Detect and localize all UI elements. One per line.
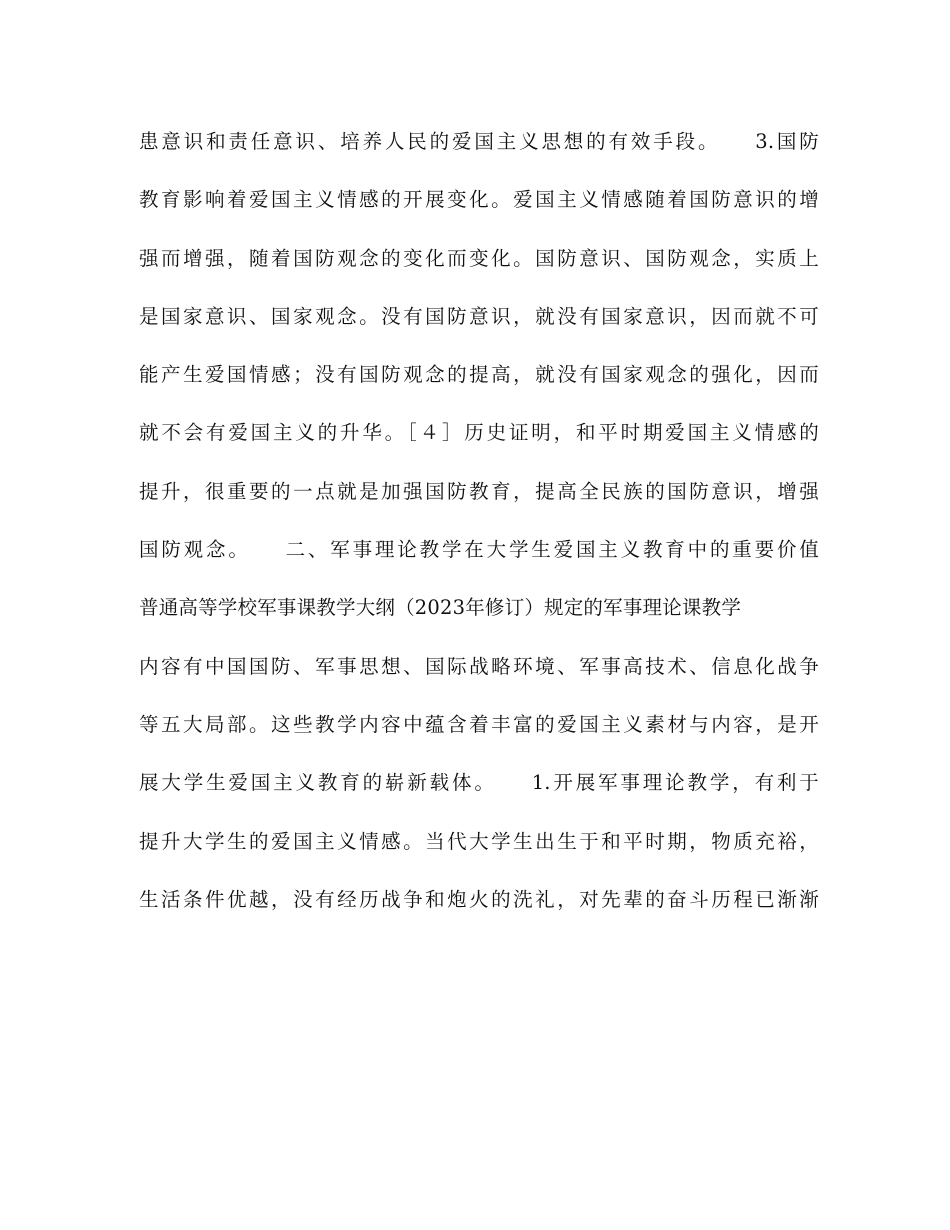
- text-line: 患意识和责任意识、培养人民的爱国主义思想的有效手段。 3.国防: [139, 130, 819, 153]
- text-line: 提升大学生的爱国主义情感。当代大学生出生于和平时期，物质充裕，: [139, 829, 819, 853]
- text-line: 普通高等学校军事课教学大纲（2023年修订）规定的军事理论课教学: [139, 596, 742, 620]
- text-line: 生活条件优越，没有经历战争和炮火的洗礼，对先辈的奋斗历程已渐渐: [139, 887, 819, 911]
- text-line: 就不会有爱国主义的升华。［４］历史证明，和平时期爱国主义情感的: [139, 421, 819, 445]
- text-line: 提升，很重要的一点就是加强国防教育，提高全民族的国防意识，增强: [139, 479, 819, 503]
- text-line: 教育影响着爱国主义情感的开展变化。爱国主义情感随着国防意识的增: [139, 188, 819, 212]
- body-text: [139, 120, 819, 936]
- text-line: 能产生爱国情感；没有国防观念的提高，就没有国家观念的强化，因而: [139, 363, 819, 387]
- text-line: 是国家意识、国家观念。没有国防意识，就没有国家意识，因而就不可: [139, 304, 819, 328]
- text-line: 强而增强，随着国防观念的变化而变化。国防意识、国防观念，实质上: [139, 246, 819, 270]
- text-line: 内容有中国国防、军事思想、国际战略环境、军事高技术、信息化战争: [139, 654, 819, 678]
- text-line: 国防观念。 二、军事理论教学在大学生爱国主义教育中的重要价值: [139, 538, 819, 562]
- text-line: 等五大局部。这些教学内容中蕴含着丰富的爱国主义素材与内容，是开: [139, 712, 819, 736]
- text-line: 展大学生爱国主义教育的崭新载体。 1.开展军事理论教学，有利于: [139, 771, 819, 795]
